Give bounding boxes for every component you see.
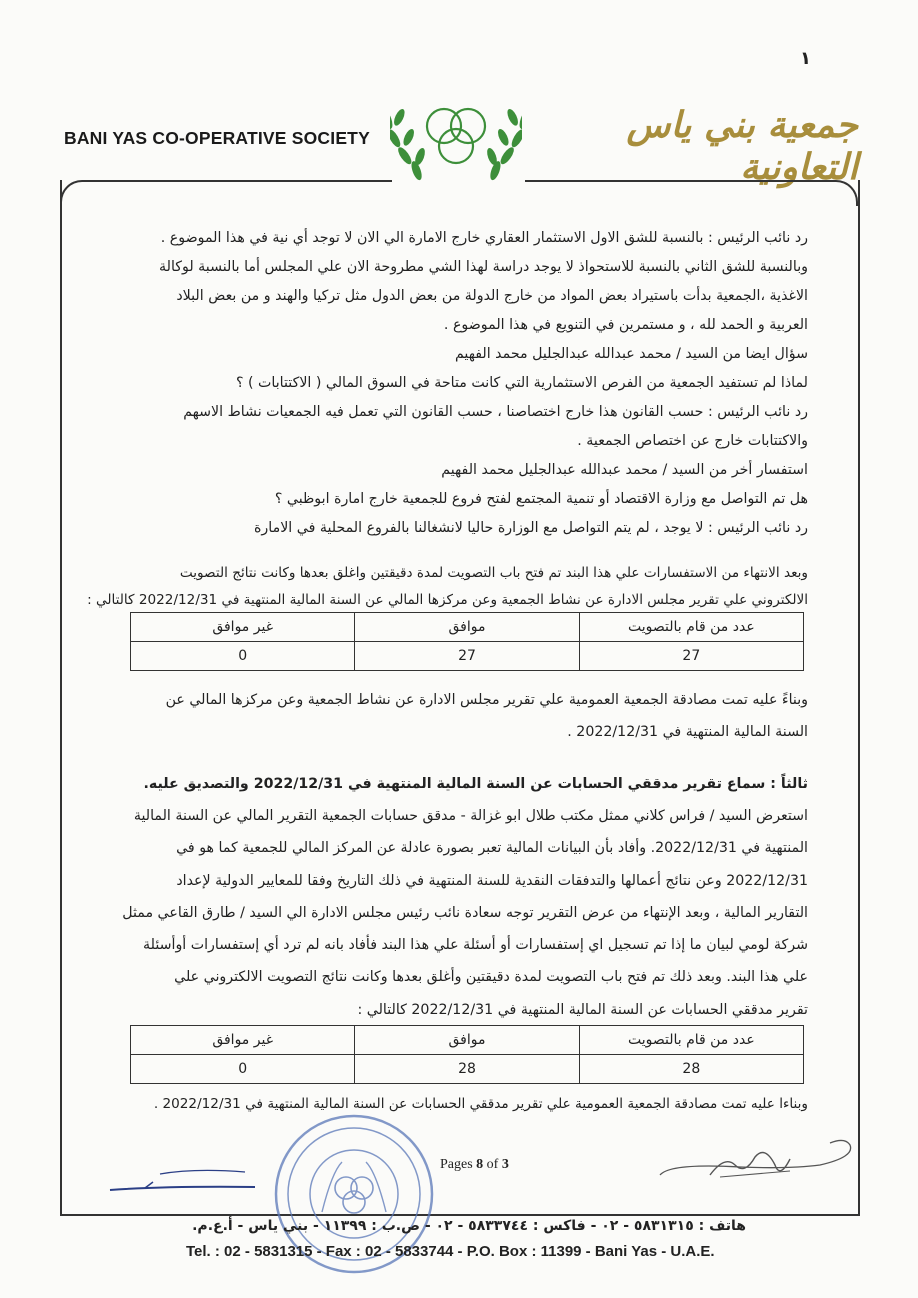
table-cell-voters: 27 (579, 642, 803, 671)
qa-line: رد نائب الرئيس : حسب القانون هذا خارج اختصاصنا ، حسب القانون التي تعمل فيه الجمعيات نشاط الاسهم (183, 404, 808, 420)
org-name-ar: جمعية بني ياس التعاونية (626, 104, 858, 188)
page-mark: ١ (800, 48, 811, 69)
qa-line: الاغذية ،الجمعية بدأت باستيراد بعض المواد من خارج الدولة من بعض الدول مثل تركيا والهند و من بعض البلاد (176, 288, 808, 304)
qa-line: وبالنسبة للشق الثاني بالنسبة للاستحواذ لا يوجد دراسة لهذا الشي مطروحة الان علي المجلس أما بالنسبة لوكالة (159, 259, 808, 275)
approval-1 (138, 684, 808, 748)
vote-intro-line: وبعد الانتهاء من الاستفسارات علي هذا البند تم فتح باب التصويت لمدة دقيقتين واغلق بعدها وكانت نتائج التصويت (179, 565, 808, 581)
table-header-approve: موافق (355, 1026, 579, 1055)
table-cell-approve: 28 (355, 1055, 579, 1084)
table-row (131, 1055, 804, 1084)
table-row (131, 613, 804, 642)
section-3-line: شركة لومي لبيان ما إذا تم تسجيل اي إستفسارات أو أسئلة علي هذا البند فأفاد بانه لم ترد أي إستفسارات أوأسئلة (143, 937, 808, 954)
table-cell-disapprove: 0 (131, 642, 355, 671)
section-3-line: 2022/12/31 وعن نتائج أعمالها والتدفقات النقدية للسنة المنتهية في ذلك التاريخ وفقا للمعايير الدولية لإعداد (176, 872, 808, 889)
section-3-line: المنتهية في 2022/12/31. وأفاد بأن البيانات المالية تعبر بصورة عادلة عن المركز المالي للجمعية كما هو في (176, 840, 808, 857)
approval-line: وبناءً عليه تمت مصادقة الجمعية العمومية علي تقرير مجلس الادارة عن نشاط الجمعية وعن مركزها المالي عن (165, 692, 808, 708)
table-row (131, 1026, 804, 1055)
table-cell-approve: 27 (355, 642, 579, 671)
qa-line: رد نائب الرئيس : لا يوجد ، لم يتم التواصل مع الوزارة حاليا لانشغالنا بالفروع المحلية في الامارة (254, 520, 808, 536)
section-3-line: استعرض السيد / فراس كلاني ممثل مكتب طلال ابو غزالة - مدقق حسابات الجمعية التقرير المالي عن السنة المالية (133, 808, 808, 824)
table-row (131, 642, 804, 671)
page-frame-top-left (60, 180, 392, 206)
section-3-title: ثالثاً : سماع تقرير مدققي الحسابات عن السنة المالية المنتهية في 2022/12/31 والتصديق عليه. (143, 776, 808, 792)
qa-line: سؤال ايضا من السيد / محمد عبدالله عبدالجليل محمد الفهيم (454, 346, 808, 362)
section-3-body (122, 800, 808, 1026)
vote-intro-1 (87, 560, 808, 614)
page-total: 3 (501, 1157, 509, 1172)
table-cell-disapprove: 0 (131, 1055, 355, 1084)
section-3-line: التقارير المالية ، وبعد الإنتهاء من عرض التقرير توجه سعادة نائب رئيس مجلس الادارة الي السيد / طارق القاعي ممثل (122, 904, 808, 921)
approval-line: السنة المالية المنتهية في 2022/12/31 . (567, 724, 808, 740)
page-count (440, 1157, 509, 1173)
qa-line: هل تم التواصل مع وزارة الاقتصاد أو تنمية المجتمع لفتح فروع للجمعية خارج امارة ابوظبي ؟ (274, 491, 808, 507)
table-header-approve: موافق (355, 613, 579, 642)
page-frame-top-right (525, 180, 858, 206)
table-header-disapprove: غير موافق (131, 1026, 355, 1055)
vote-table-1 (130, 612, 804, 671)
table-header-disapprove: غير موافق (131, 613, 355, 642)
page-current: 8 (476, 1157, 484, 1172)
org-name-en: BANI YAS CO-OPERATIVE SOCIETY (64, 128, 370, 148)
signature-left (105, 1160, 265, 1200)
qa-line: استفسار أخر من السيد / محمد عبدالله عبدالجليل محمد الفهيم (441, 462, 808, 478)
qa-line: لماذا لم تستفيد الجمعية من الفرص الاستثمارية التي كانت متاحة في السوق المالي ( الاكتتابات ) ؟ (235, 375, 808, 391)
qa-line: والاكتتابات خارج عن اختصاص الجمعية . (577, 433, 808, 449)
table-cell-voters: 28 (579, 1055, 803, 1084)
table-header-voters: عدد من قام بالتصويت (579, 1026, 803, 1055)
approval-2: وبناءا عليه تمت مصادقة الجمعية العمومية علي تقرير مدققي الحسابات عن السنة المالية المنتهية في 2022/12/31 . (153, 1096, 808, 1112)
pages-prefix: Pages (440, 1157, 477, 1172)
signature-right (650, 1135, 860, 1195)
vote-intro-line: الالكتروني علي تقرير مجلس الادارة عن نشاط الجمعية وعن مركزها المالي عن السنة المالية المنتهية في 2022/12/31 كالتالي : (87, 592, 808, 608)
table-header-voters: عدد من قام بالتصويت (579, 613, 803, 642)
footer-contact-en: Tel. : 02 - 5831315 - Fax : 02 - 5833744 - P.O. Box : 11399 - Bani Yas - U.A.E. (186, 1243, 715, 1260)
qa-line: العربية و الحمد لله ، و مستمرين في التنويع في هذا الموضوع . (443, 317, 808, 333)
section-3-line: تقرير مدققي الحسابات عن السنة المالية المنتهية في 2022/12/31 كالتالي : (357, 1001, 808, 1018)
qa-block (138, 224, 808, 543)
qa-line: رد نائب الرئيس : بالنسبة للشق الاول الاستثمار العقاري خارج الامارة الي الان لا توجد أي نية في هذا الموضوع . (160, 230, 808, 246)
pages-mid: of (483, 1157, 502, 1172)
footer-contact-ar: هاتف : ٥٨٣١٣١٥ - ٠٢ - فاكس : ٥٨٣٣٧٤٤ - ٠٢ - ص.ب : ١١٣٩٩ - بني ياس - أ.ع.م. (192, 1218, 746, 1234)
vote-table-2 (130, 1025, 804, 1084)
section-3-line: علي هذا البند. وبعد ذلك تم فتح باب التصويت لمدة دقيقتين وأغلق بعدها وكانت نتائج التصويت الالكتروني علي (174, 969, 808, 986)
